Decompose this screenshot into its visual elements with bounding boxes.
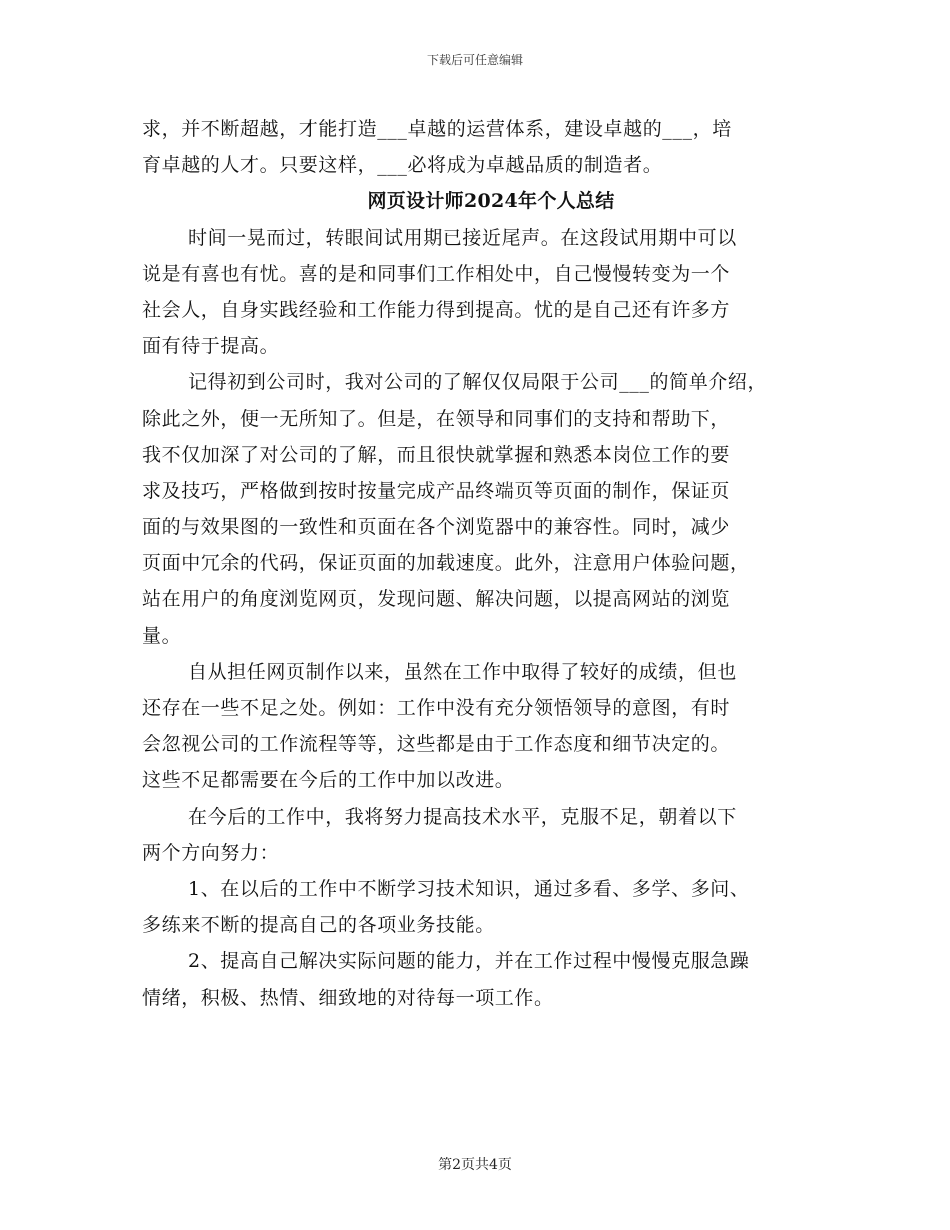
text-line: 我不仅加深了对公司的了解，而且很快就掌握和熟悉本岗位工作的要 bbox=[142, 443, 731, 466]
text-line: 求，并不断超越，才能打造___卓越的运营体系，建设卓越的___，培 bbox=[142, 118, 732, 140]
text-line: 时间一晃而过，转眼间试用期已接近尾声。在这段试用期中可以 bbox=[188, 226, 737, 249]
text-line: 会忽视公司的工作流程等等，这些都是由于工作态度和细节决定的。 bbox=[142, 733, 731, 756]
text-line: 两个方向努力： bbox=[142, 841, 280, 864]
page-header: 下载后可任意编辑 bbox=[426, 53, 523, 67]
document-title: 网页设计师2024年个人总结 bbox=[367, 190, 615, 213]
document-body bbox=[142, 111, 822, 1016]
text-line: 求及技巧，严格做到按时按量完成产品终端页等页面的制作，保证页 bbox=[142, 479, 731, 502]
paragraph bbox=[142, 220, 822, 365]
text-line: 多练来不断的提高自己的各项业务技能。 bbox=[142, 914, 495, 937]
paragraph bbox=[142, 799, 822, 871]
text-line: 还存在一些不足之处。例如：工作中没有充分领悟领导的意图，有时 bbox=[142, 697, 731, 719]
text-line: 页面中冗余的代码，保证页面的加载速度。此外，注意用户体验问题， bbox=[142, 552, 750, 575]
paragraph bbox=[142, 364, 822, 654]
text-line: 记得初到公司时，我对公司的了解仅仅局限于公司___的简单介绍， bbox=[188, 371, 768, 394]
text-line: 2、提高自己解决实际问题的能力，并在工作过程中慢慢克服急躁 bbox=[188, 950, 750, 973]
text-line: 社会人，自身实践经验和工作能力得到提高。忧的是自己还有许多方 bbox=[142, 298, 731, 321]
text-line: 1、在以后的工作中不断学习技术知识，通过多看、多学、多问、 bbox=[188, 877, 750, 900]
paragraph bbox=[142, 654, 822, 799]
page-number: 第2页共4页 bbox=[438, 1157, 512, 1173]
text-line: 自从担任网页制作以来，虽然在工作中取得了较好的成绩，但也 bbox=[188, 660, 737, 683]
text-line: 在今后的工作中，我将努力提高技术水平，克服不足，朝着以下 bbox=[188, 805, 737, 828]
text-line: 站在用户的角度浏览网页，发现问题、解决问题，以提高网站的浏览 bbox=[142, 588, 731, 611]
text-line: 说是有喜也有忧。喜的是和同事们工作相处中，自己慢慢转变为一个 bbox=[142, 262, 731, 285]
list-item bbox=[142, 943, 822, 1015]
list-item bbox=[142, 871, 822, 943]
text-line: 面有待于提高。 bbox=[142, 335, 280, 358]
text-line: 育卓越的人才。只要这样，___必将成为卓越品质的制造者。 bbox=[142, 154, 663, 177]
text-line: 除此之外，便一无所知了。但是，在领导和同事们的支持和帮助下， bbox=[142, 407, 731, 430]
text-line: 量。 bbox=[142, 624, 182, 647]
text-line: 这些不足都需要在今后的工作中加以改进。 bbox=[142, 769, 515, 792]
text-line: 面的与效果图的一致性和页面在各个浏览器中的兼容性。同时，减少 bbox=[142, 516, 731, 539]
text-line: 情绪，积极、热情、细致地的对待每一项工作。 bbox=[142, 986, 554, 1009]
